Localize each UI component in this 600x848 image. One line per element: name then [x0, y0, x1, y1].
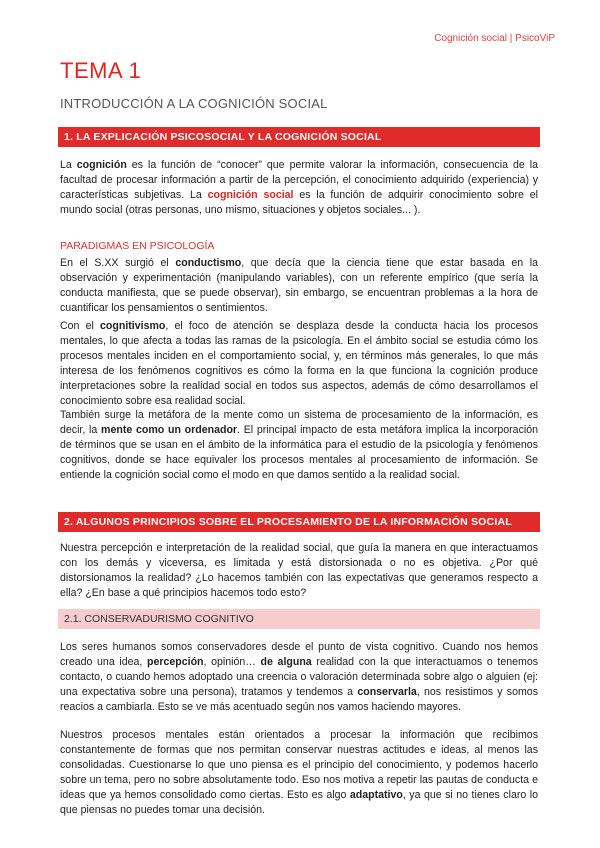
section-2-paragraph-1: Nuestra percepción e interpretación de la realidad social, que guía la manera en que interactuamos con los demás y viceversa, es limitada y está distorsionada o no es objetiva. ¿Por qué distorsionamos la realidad? ¿Lo hacemos también con las expectativas que generamos respecto a ella? ¿En base a qué principios hacemos todo esto?	[60, 542, 538, 599]
section-1-paragraph-2: En el S.XX surgió el conductismo, que decía que la ciencia tiene que estar basada en la observación y experimentación (manipulando variables), con un referente empírico (que sería la conducta manifiesta, que se puede observar), sin embargo, se encuentran problemas a la hora de cuantificar los pensamientos o sentimientos.	[60, 257, 538, 314]
header-brand: Cognición social | PsicoViP	[434, 33, 555, 44]
page-title: TEMA 1	[60, 58, 142, 83]
section-1-paragraph-3: Con el cognitivismo, el foco de atención se desplaza desde la conducta hacia los procesos mentales, lo que afecta a todas las ramas de la psicología. En el ámbito social se estudia cómo los procesos mentales inciden en el comportamiento social, y, en términos más generales, lo que más interesa de los fenómenos cognitivos es cómo la forma en la que funciona la cognición produce interpretaciones sobre la realidad social en todos sus aspectos, además de cómo desarrollamos el conocimiento sobre esa realidad social.	[60, 320, 539, 407]
section-1-heading: 1. LA EXPLICACIÓN PSICOSOCIAL Y LA COGNICIÓN SOCIAL	[58, 127, 540, 147]
page-subtitle: INTRODUCCIÓN A LA COGNICIÓN SOCIAL	[60, 96, 328, 111]
section-1-paragraph-4: También surge la metáfora de la mente como un sistema de procesamiento de la información, es decir, la mente como un ordenador. El principal impacto de esta metáfora implica la incorporación de términos que se usan en el ámbito de la informática para el estudio de la psicología y fenómenos cognitivos, donde se hace equivaler los procesos mentales al procesamiento de información. Se entiende la cognición social como el modo en que damos sentido a la realidad social.	[60, 409, 538, 481]
section-2-paragraph-2: Los seres humanos somos conservadores desde el punto de vista cognitivo. Cuando nos hemos creado una idea, percepción, opinión… de alguna realidad con la que interactuamos o tenemos contacto, o cuando hemos adoptado una creencia o valoración determinada sobre algo o alguien (ej: una expectativa sobre una persona), tratamos y tendemos a conservarla, nos resistimos y somos reacios a cambiarla. Esto se ve más acentuado según nos vamos haciendo mayores.	[60, 641, 539, 713]
section-2-paragraph-3: Nuestros procesos mentales están orientados a procesar la información que recibimos constantemente de formas que nos permitan conservar nuestras actitudes e ideas, al menos las consolidadas. Cuestionarse lo que uno piensa es el principio del conocimiento, y podemos hacerlo sobre un tema, pero no sobre absolutamente todo. Eso nos motiva a repetir las pautas de conducta e ideas que ya hemos consolidado como ciertas. Esto es algo adaptativo, ya que si no tienes claro lo que piensas no puedes tomar una decisión.	[60, 729, 538, 816]
paradigms-label: PARADIGMAS EN PSICOLOGÍA	[60, 240, 215, 252]
section-1-paragraph-1: La cognición es la función de “conocer” que permite valorar la información, consecuencia de la facultad de procesar información a partir de la percepción, el conocimiento adquirido (experiencia) y características subjetivas. La cognición social es la función de adquirir conocimiento sobre el mundo social (otras personas, uno mismo, situaciones y objetos sociales... ).	[60, 159, 538, 216]
section-2-heading: 2. ALGUNOS PRINCIPIOS SOBRE EL PROCESAMIENTO DE LA INFORMACIÓN SOCIAL	[58, 512, 540, 532]
section-2-1-heading: 2.1. CONSERVADURISMO COGNITIVO	[58, 609, 540, 629]
